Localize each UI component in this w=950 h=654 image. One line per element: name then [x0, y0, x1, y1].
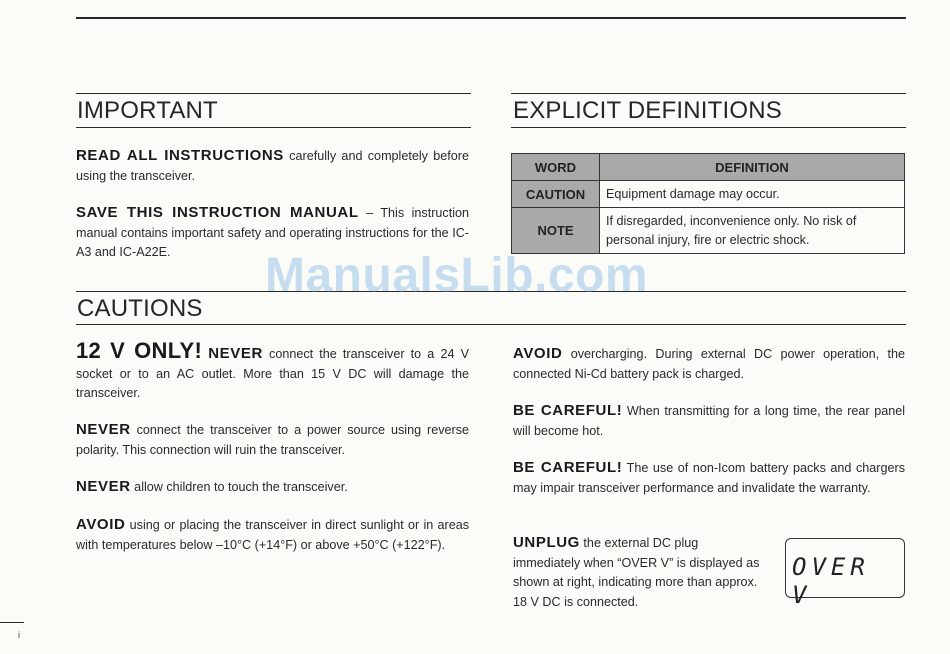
definitions-rule-top: [511, 93, 906, 94]
definitions-rule-bottom: [511, 127, 906, 128]
important-heading: IMPORTANT: [77, 97, 218, 124]
caution-12v: [76, 338, 469, 404]
caution-polarity-lead: NEVER: [76, 421, 131, 438]
top-rule: [76, 17, 906, 19]
caution-battery-packs: [513, 458, 905, 498]
lcd-display: [785, 538, 905, 609]
caution-overcharging-text: overcharging. During external DC power operation, the connected Ni-Cd battery pack is charged.: [513, 347, 905, 381]
save-manual-lead: SAVE THIS INSTRUCTION MANUAL: [76, 204, 359, 221]
caution-12v-text: connect the transceiver to a 24 V socket or to an AC outlet. More than 15 V DC will damage the transceiver.: [76, 347, 469, 400]
definitions-table: [511, 153, 905, 254]
watermark: ManualsLib.com: [265, 249, 649, 302]
read-instructions-text: carefully and completely before using the transceiver.: [76, 149, 469, 183]
caution-sunlight-text: using or placing the transceiver in direct sunlight or in areas with temperatures below –10°C (+14°F) or above +50°C (+122°F).: [76, 518, 469, 552]
important-rule-top: [76, 93, 471, 94]
definition-text: Equipment damage may occur.: [600, 181, 905, 208]
definition-word: NOTE: [512, 208, 600, 254]
cautions-rule-bottom: [76, 324, 906, 325]
caution-battery-packs-text: The use of non-Icom battery packs and chargers may impair transceiver performance and invalidate the warranty.: [513, 461, 905, 495]
caution-12v-title: 12 V ONLY!: [76, 338, 203, 363]
caution-sunlight-lead: AVOID: [76, 516, 126, 533]
caution-unplug-lead: UNPLUG: [513, 534, 580, 551]
cautions-heading: CAUTIONS: [77, 295, 203, 322]
caution-rear-panel-lead: BE CAREFUL!: [513, 402, 623, 419]
caution-12v-lead: NEVER: [208, 345, 263, 362]
definition-text: If disregarded, inconvenience only. No risk of personal injury, fire or electric shock.: [600, 208, 905, 254]
caution-polarity: [76, 420, 469, 460]
caution-children: [76, 477, 469, 498]
caution-unplug-text: the external DC plug immediately when “OVER V” is displayed as shown at right, indicating more than approx. 18 V DC is connected.: [513, 536, 760, 609]
word-column-header: WORD: [512, 154, 600, 181]
caution-sunlight: [76, 515, 469, 555]
page-number: i: [18, 630, 20, 640]
lcd-over-v-readout: OVER V: [792, 553, 870, 609]
definitions-header-row: [512, 154, 905, 181]
caution-overcharging: [513, 344, 905, 384]
save-manual-text: – This instruction manual contains important safety and operating instructions for the IC-A3 and IC-A22E.: [76, 206, 469, 259]
read-instructions-paragraph: [76, 146, 469, 186]
definitions-row: [512, 208, 905, 254]
caution-rear-panel-text: When transmitting for a long time, the rear panel will become hot.: [513, 404, 906, 438]
definition-column-header: DEFINITION: [600, 154, 905, 181]
caution-children-lead: NEVER: [76, 478, 131, 495]
caution-polarity-text: connect the transceiver to a power source using reverse polarity. This connection will ruin the transceiver.: [76, 423, 469, 457]
read-instructions-lead: READ ALL INSTRUCTIONS: [76, 147, 284, 164]
definitions-row: [512, 181, 905, 208]
definitions-heading: EXPLICIT DEFINITIONS: [513, 97, 782, 124]
page-corner-rule: [0, 622, 24, 623]
caution-unplug: [513, 533, 768, 612]
important-rule-bottom: [76, 127, 471, 128]
caution-rear-panel: [513, 401, 905, 441]
definition-word: CAUTION: [512, 181, 600, 208]
caution-battery-packs-lead: BE CAREFUL!: [513, 459, 623, 476]
caution-children-text: allow children to touch the transceiver.: [130, 480, 348, 494]
caution-overcharging-lead: AVOID: [513, 345, 563, 362]
